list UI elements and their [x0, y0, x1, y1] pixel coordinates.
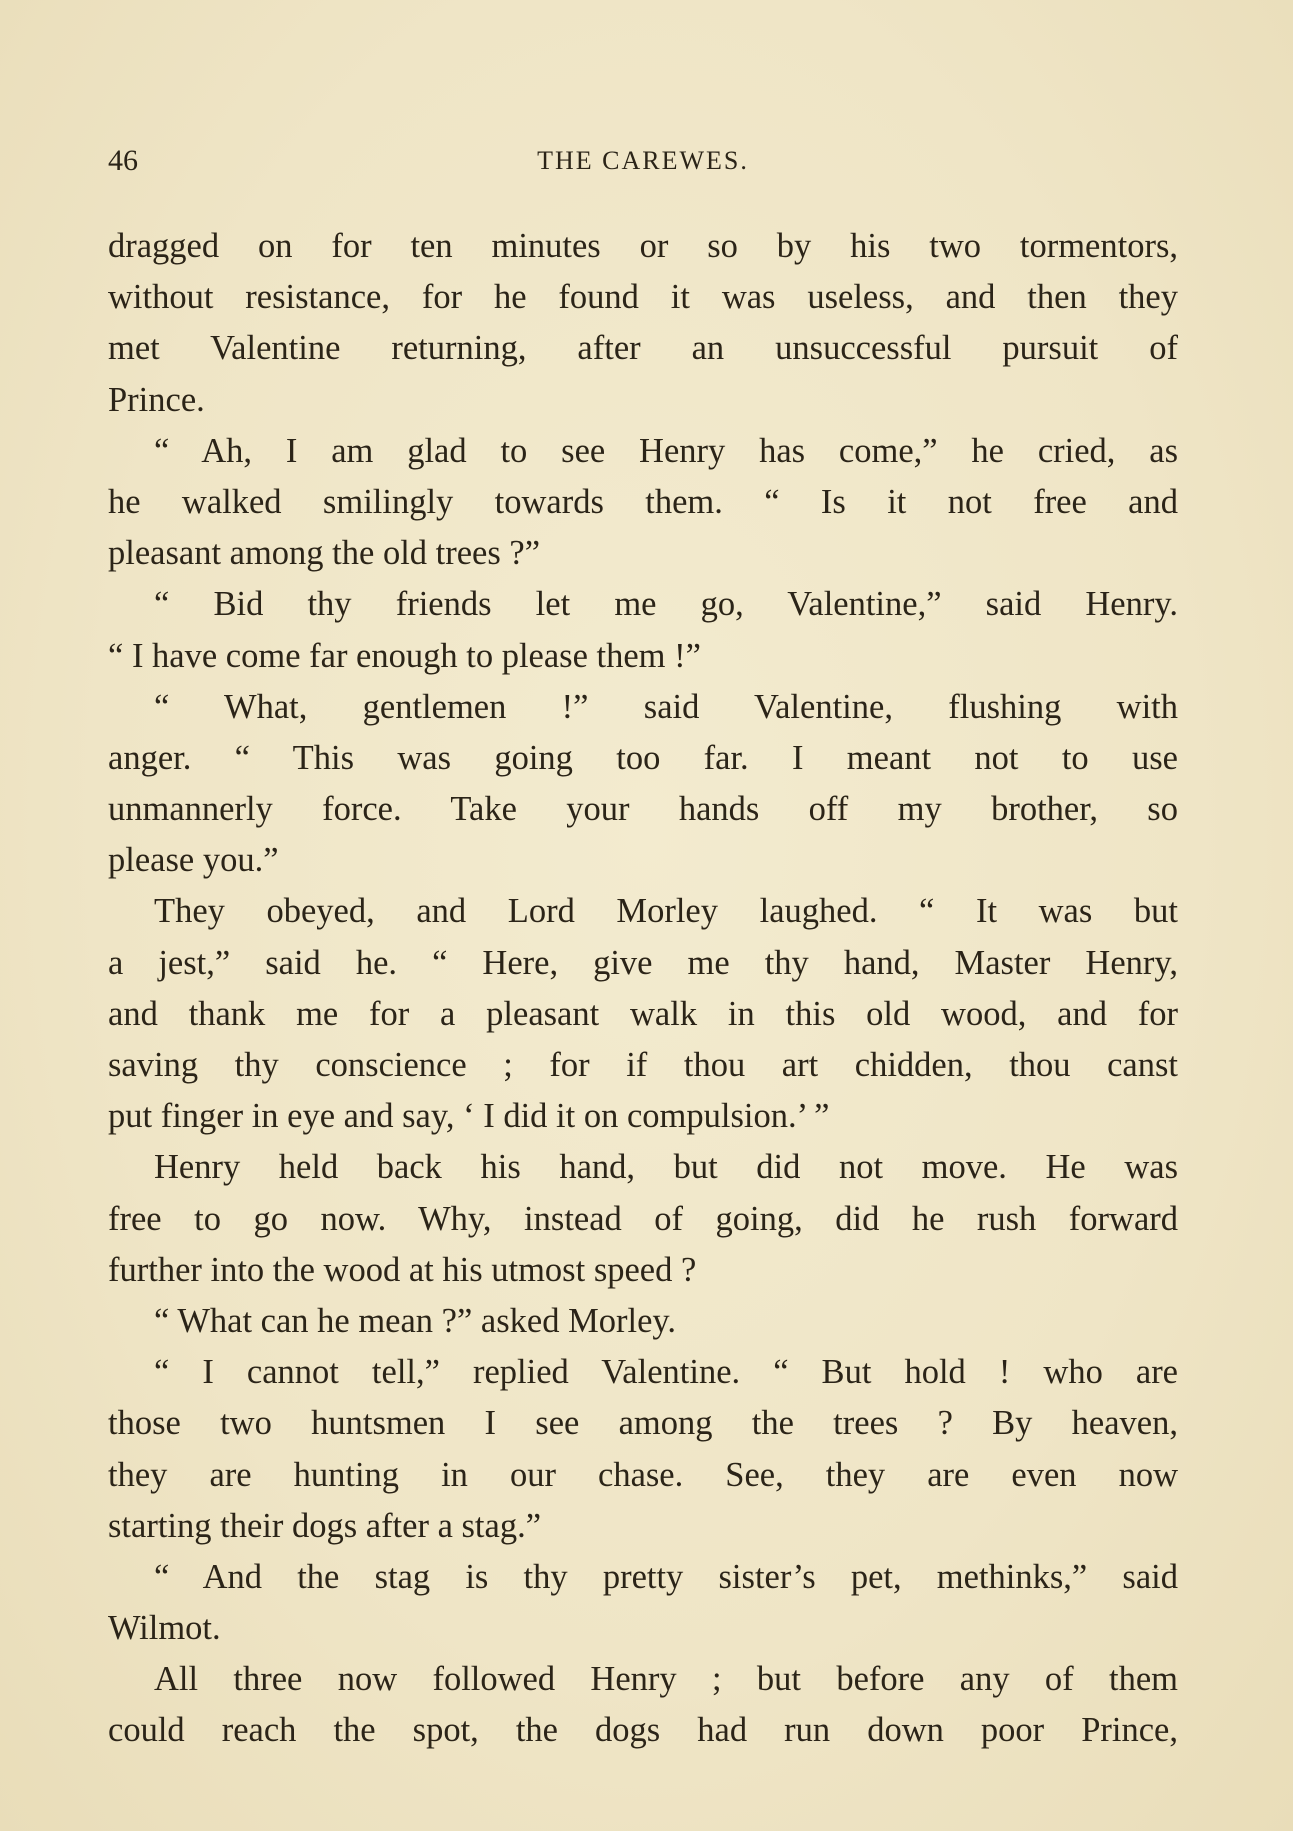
text-line: “ And the stag is thy pretty sister’s pet, methinks,” said — [154, 1557, 1178, 1596]
text-line: could reach the spot, the dogs had run down poor Prince, — [108, 1711, 1178, 1750]
page-header — [108, 141, 1178, 181]
text-line: they are hunting in our chase. See, they are even now — [108, 1455, 1178, 1494]
text-line: Wilmot. — [108, 1609, 221, 1648]
text-line: “ What, gentlemen !” said Valentine, flushing with — [154, 687, 1178, 726]
text-line: starting their dogs after a stag.” — [108, 1506, 542, 1545]
text-line: pleasant among the old trees ?” — [108, 534, 541, 573]
text-line: “ What can he mean ?” asked Morley. — [154, 1301, 677, 1340]
text-line: further into the wood at his utmost speed ? — [108, 1250, 697, 1289]
text-line: met Valentine returning, after an unsuccessful pursuit of — [108, 329, 1178, 368]
text-line: “ I have come far enough to please them !” — [108, 636, 701, 675]
text-line: “ Bid thy friends let me go, Valentine,” said Henry. — [154, 585, 1178, 624]
text-line: Henry held back his hand, but did not move. He was — [154, 1148, 1178, 1187]
text-line: put finger in eye and say, ‘ I did it on compulsion.’ ” — [108, 1097, 830, 1136]
text-line: dragged on for ten minutes or so by his two tormentors, — [108, 227, 1178, 265]
text-line: anger. “ This was going too far. I meant not to use — [108, 738, 1178, 777]
text-line: They obeyed, and Lord Morley laughed. “ It was but — [154, 892, 1178, 931]
text-line: please you.” — [108, 841, 279, 880]
text-line: All three now followed Henry ; but before any of them — [154, 1660, 1178, 1699]
text-line: saving thy conscience ; for if thou art chidden, thou canst — [108, 1046, 1178, 1084]
text-line: without resistance, for he found it was useless, and then they — [108, 278, 1178, 317]
text-line: Prince. — [108, 380, 205, 419]
text-line: a jest,” said he. “ Here, give me thy hand, Master Henry, — [108, 943, 1178, 982]
text-line: those two huntsmen I see among the trees ? By heaven, — [108, 1404, 1178, 1443]
text-line: he walked smilingly towards them. “ Is it not free and — [108, 482, 1178, 521]
running-title: THE CAREWES. — [537, 146, 749, 175]
text-line: and thank me for a pleasant walk in this old wood, and for — [108, 994, 1178, 1033]
page-number: 46 — [108, 144, 138, 177]
text-line: free to go now. Why, instead of going, did he rush forward — [108, 1199, 1178, 1238]
text-line: “ I cannot tell,” replied Valentine. “ But hold ! who are — [154, 1353, 1178, 1392]
text-line: “ Ah, I am glad to see Henry has come,” he cried, as — [154, 431, 1178, 470]
body-text — [108, 221, 1178, 1757]
text-line: unmannerly force. Take your hands off my brother, so — [108, 790, 1178, 829]
